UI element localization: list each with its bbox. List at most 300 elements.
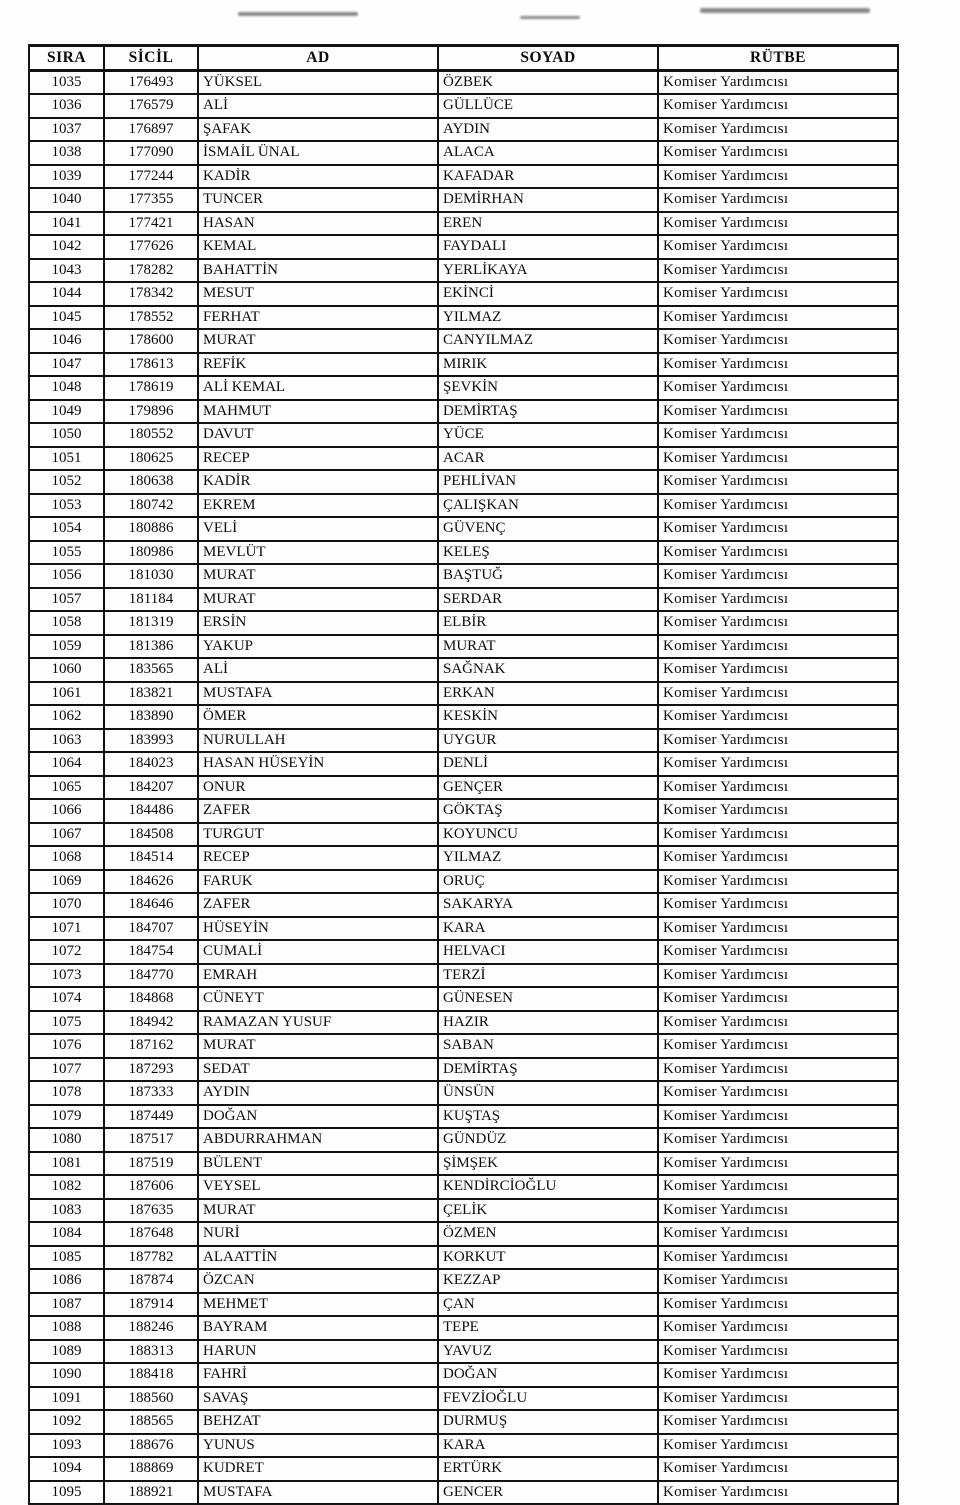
cell-rutbe: Komiser Yardımcısı <box>658 1199 898 1223</box>
cell-soyad: DURMUŞ <box>438 1410 658 1434</box>
cell-rutbe: Komiser Yardımcısı <box>658 353 898 377</box>
table-row <box>29 1434 898 1458</box>
table-row <box>29 494 898 518</box>
cell-sira: 1095 <box>29 1481 104 1505</box>
table-row <box>29 541 898 565</box>
cell-sira: 1062 <box>29 705 104 729</box>
cell-sira: 1072 <box>29 940 104 964</box>
cell-soyad: CANYILMAZ <box>438 329 658 353</box>
table-row <box>29 259 898 283</box>
cell-soyad: ALACA <box>438 141 658 165</box>
table-row <box>29 1105 898 1129</box>
cell-ad: YÜKSEL <box>198 70 438 94</box>
cell-soyad: KARA <box>438 1434 658 1458</box>
cell-sira: 1067 <box>29 823 104 847</box>
table-body <box>29 70 898 1504</box>
table-row <box>29 940 898 964</box>
cell-sicil: 177421 <box>104 212 198 236</box>
cell-ad: MURAT <box>198 564 438 588</box>
cell-ad: CUMALİ <box>198 940 438 964</box>
cell-rutbe: Komiser Yardımcısı <box>658 893 898 917</box>
cell-ad: MEVLÜT <box>198 541 438 565</box>
cell-sira: 1039 <box>29 165 104 189</box>
table-row <box>29 705 898 729</box>
cell-ad: BEHZAT <box>198 1410 438 1434</box>
cell-sira: 1090 <box>29 1363 104 1387</box>
cell-rutbe: Komiser Yardımcısı <box>658 118 898 142</box>
cell-soyad: DEMİRHAN <box>438 188 658 212</box>
cell-ad: ALİ <box>198 94 438 118</box>
cell-sira: 1092 <box>29 1410 104 1434</box>
cell-sira: 1048 <box>29 376 104 400</box>
cell-sicil: 187782 <box>104 1246 198 1270</box>
cell-sira: 1079 <box>29 1105 104 1129</box>
cell-rutbe: Komiser Yardımcısı <box>658 1387 898 1411</box>
cell-sira: 1063 <box>29 729 104 753</box>
cell-sicil: 178282 <box>104 259 198 283</box>
cell-ad: ŞAFAK <box>198 118 438 142</box>
cell-rutbe: Komiser Yardımcısı <box>658 188 898 212</box>
cell-sira: 1044 <box>29 282 104 306</box>
table-row <box>29 588 898 612</box>
table-row <box>29 799 898 823</box>
cell-ad: EKREM <box>198 494 438 518</box>
cell-rutbe: Komiser Yardımcısı <box>658 1481 898 1505</box>
table-row <box>29 611 898 635</box>
cell-soyad: ÇAN <box>438 1293 658 1317</box>
cell-sira: 1059 <box>29 635 104 659</box>
table-row <box>29 165 898 189</box>
cell-sicil: 177355 <box>104 188 198 212</box>
cell-sira: 1078 <box>29 1081 104 1105</box>
cell-soyad: SAĞNAK <box>438 658 658 682</box>
table-row <box>29 212 898 236</box>
cell-sicil: 184514 <box>104 846 198 870</box>
cell-ad: ÖMER <box>198 705 438 729</box>
cell-sira: 1091 <box>29 1387 104 1411</box>
cell-ad: MAHMUT <box>198 400 438 424</box>
cell-sira: 1047 <box>29 353 104 377</box>
cell-sira: 1042 <box>29 235 104 259</box>
cell-sira: 1073 <box>29 964 104 988</box>
table-row <box>29 729 898 753</box>
cell-rutbe: Komiser Yardımcısı <box>658 987 898 1011</box>
cell-sicil: 183821 <box>104 682 198 706</box>
table-row <box>29 70 898 94</box>
cell-soyad: KUŞTAŞ <box>438 1105 658 1129</box>
cell-sira: 1094 <box>29 1457 104 1481</box>
table-row <box>29 306 898 330</box>
cell-sira: 1045 <box>29 306 104 330</box>
cell-sicil: 177244 <box>104 165 198 189</box>
cell-sicil: 184707 <box>104 917 198 941</box>
cell-soyad: KAFADAR <box>438 165 658 189</box>
cell-soyad: ERTÜRK <box>438 1457 658 1481</box>
cell-soyad: FEVZİOĞLU <box>438 1387 658 1411</box>
cell-sicil: 176493 <box>104 70 198 94</box>
cell-soyad: DENLİ <box>438 752 658 776</box>
cell-rutbe: Komiser Yardımcısı <box>658 1058 898 1082</box>
table-row <box>29 776 898 800</box>
cell-soyad: KARA <box>438 917 658 941</box>
table-row <box>29 1034 898 1058</box>
cell-rutbe: Komiser Yardımcısı <box>658 823 898 847</box>
cell-sicil: 178342 <box>104 282 198 306</box>
cell-sicil: 184023 <box>104 752 198 776</box>
cell-soyad: ORUÇ <box>438 870 658 894</box>
cell-sira: 1089 <box>29 1340 104 1364</box>
cell-rutbe: Komiser Yardımcısı <box>658 1081 898 1105</box>
cell-soyad: MURAT <box>438 635 658 659</box>
cell-rutbe: Komiser Yardımcısı <box>658 259 898 283</box>
cell-soyad: ELBİR <box>438 611 658 635</box>
table-row <box>29 658 898 682</box>
column-header-sicil: SİCİL <box>104 46 198 71</box>
cell-sicil: 184207 <box>104 776 198 800</box>
cell-sira: 1068 <box>29 846 104 870</box>
cell-sicil: 178619 <box>104 376 198 400</box>
cell-sicil: 187517 <box>104 1128 198 1152</box>
cell-soyad: ERKAN <box>438 682 658 706</box>
cell-ad: ABDURRAHMAN <box>198 1128 438 1152</box>
cell-rutbe: Komiser Yardımcısı <box>658 141 898 165</box>
cell-sira: 1065 <box>29 776 104 800</box>
cell-sira: 1058 <box>29 611 104 635</box>
cell-soyad: SERDAR <box>438 588 658 612</box>
table-row <box>29 1081 898 1105</box>
cell-ad: HARUN <box>198 1340 438 1364</box>
cell-rutbe: Komiser Yardımcısı <box>658 1293 898 1317</box>
table-row <box>29 1058 898 1082</box>
cell-soyad: DEMİRTAŞ <box>438 1058 658 1082</box>
table-row <box>29 1293 898 1317</box>
cell-sicil: 180638 <box>104 470 198 494</box>
cell-ad: KEMAL <box>198 235 438 259</box>
cell-ad: REFİK <box>198 353 438 377</box>
cell-sicil: 188246 <box>104 1316 198 1340</box>
cell-rutbe: Komiser Yardımcısı <box>658 964 898 988</box>
table-row <box>29 1175 898 1199</box>
cell-ad: RAMAZAN YUSUF <box>198 1011 438 1035</box>
cell-sira: 1046 <box>29 329 104 353</box>
cell-ad: KADİR <box>198 165 438 189</box>
cell-sicil: 184626 <box>104 870 198 894</box>
cell-sira: 1050 <box>29 423 104 447</box>
cell-sira: 1087 <box>29 1293 104 1317</box>
cell-ad: TUNCER <box>198 188 438 212</box>
cell-sira: 1064 <box>29 752 104 776</box>
cell-sira: 1070 <box>29 893 104 917</box>
table-row <box>29 447 898 471</box>
cell-rutbe: Komiser Yardımcısı <box>658 1269 898 1293</box>
cell-sicil: 184868 <box>104 987 198 1011</box>
cell-soyad: ÖZBEK <box>438 70 658 94</box>
cell-soyad: KENDİRCİOĞLU <box>438 1175 658 1199</box>
cell-ad: ALİ <box>198 658 438 682</box>
cell-ad: MURAT <box>198 1199 438 1223</box>
table-row <box>29 1128 898 1152</box>
cell-sira: 1080 <box>29 1128 104 1152</box>
table-row <box>29 1387 898 1411</box>
cell-soyad: TEPE <box>438 1316 658 1340</box>
cell-ad: SAVAŞ <box>198 1387 438 1411</box>
cell-sira: 1037 <box>29 118 104 142</box>
cell-soyad: HAZIR <box>438 1011 658 1035</box>
cell-sicil: 184646 <box>104 893 198 917</box>
cell-ad: YUNUS <box>198 1434 438 1458</box>
cell-rutbe: Komiser Yardımcısı <box>658 658 898 682</box>
cell-soyad: EKİNCİ <box>438 282 658 306</box>
cell-ad: İSMAİL ÜNAL <box>198 141 438 165</box>
cell-sicil: 184486 <box>104 799 198 823</box>
cell-soyad: AYDIN <box>438 118 658 142</box>
cell-rutbe: Komiser Yardımcısı <box>658 940 898 964</box>
cell-sira: 1088 <box>29 1316 104 1340</box>
cell-sicil: 187635 <box>104 1199 198 1223</box>
cell-sira: 1086 <box>29 1269 104 1293</box>
cell-ad: FAHRİ <box>198 1363 438 1387</box>
cell-rutbe: Komiser Yardımcısı <box>658 470 898 494</box>
personnel-table <box>28 44 899 1505</box>
cell-rutbe: Komiser Yardımcısı <box>658 329 898 353</box>
cell-rutbe: Komiser Yardımcısı <box>658 376 898 400</box>
cell-ad: FARUK <box>198 870 438 894</box>
cell-sicil: 183890 <box>104 705 198 729</box>
cell-ad: SEDAT <box>198 1058 438 1082</box>
cell-sicil: 180986 <box>104 541 198 565</box>
cell-rutbe: Komiser Yardımcısı <box>658 423 898 447</box>
cell-ad: ALİ KEMAL <box>198 376 438 400</box>
cell-soyad: HELVACI <box>438 940 658 964</box>
cell-ad: NURİ <box>198 1222 438 1246</box>
cell-sicil: 187606 <box>104 1175 198 1199</box>
cell-sicil: 178600 <box>104 329 198 353</box>
cell-rutbe: Komiser Yardımcısı <box>658 611 898 635</box>
cell-rutbe: Komiser Yardımcısı <box>658 517 898 541</box>
table-header <box>29 46 898 71</box>
cell-sicil: 188676 <box>104 1434 198 1458</box>
cell-sira: 1077 <box>29 1058 104 1082</box>
cell-sira: 1066 <box>29 799 104 823</box>
cell-sira: 1043 <box>29 259 104 283</box>
table-row <box>29 1222 898 1246</box>
cell-soyad: YILMAZ <box>438 846 658 870</box>
cell-ad: DOĞAN <box>198 1105 438 1129</box>
cell-soyad: GÜNDÜZ <box>438 1128 658 1152</box>
column-header-rutbe: RÜTBE <box>658 46 898 71</box>
cell-soyad: ÇALIŞKAN <box>438 494 658 518</box>
cell-sira: 1060 <box>29 658 104 682</box>
cell-sicil: 181030 <box>104 564 198 588</box>
cell-sicil: 188313 <box>104 1340 198 1364</box>
cell-ad: HASAN HÜSEYİN <box>198 752 438 776</box>
table-row <box>29 1152 898 1176</box>
cell-sira: 1036 <box>29 94 104 118</box>
cell-soyad: EREN <box>438 212 658 236</box>
cell-soyad: GÜLLÜCE <box>438 94 658 118</box>
table-row <box>29 94 898 118</box>
scan-artifact <box>700 8 870 13</box>
cell-soyad: GÜVENÇ <box>438 517 658 541</box>
cell-sira: 1084 <box>29 1222 104 1246</box>
table-row <box>29 141 898 165</box>
cell-sicil: 184942 <box>104 1011 198 1035</box>
cell-rutbe: Komiser Yardımcısı <box>658 447 898 471</box>
cell-sira: 1041 <box>29 212 104 236</box>
cell-sicil: 180552 <box>104 423 198 447</box>
cell-ad: CÜNEYT <box>198 987 438 1011</box>
table-row <box>29 517 898 541</box>
cell-ad: VEYSEL <box>198 1175 438 1199</box>
cell-soyad: SAKARYA <box>438 893 658 917</box>
cell-rutbe: Komiser Yardımcısı <box>658 400 898 424</box>
cell-ad: YAKUP <box>198 635 438 659</box>
cell-rutbe: Komiser Yardımcısı <box>658 588 898 612</box>
cell-sira: 1075 <box>29 1011 104 1035</box>
cell-rutbe: Komiser Yardımcısı <box>658 635 898 659</box>
table-row <box>29 329 898 353</box>
table-row <box>29 1199 898 1223</box>
cell-rutbe: Komiser Yardımcısı <box>658 494 898 518</box>
cell-soyad: KELEŞ <box>438 541 658 565</box>
cell-rutbe: Komiser Yardımcısı <box>658 799 898 823</box>
cell-sira: 1057 <box>29 588 104 612</box>
table-row <box>29 893 898 917</box>
table-row <box>29 823 898 847</box>
cell-sicil: 183565 <box>104 658 198 682</box>
cell-sicil: 183993 <box>104 729 198 753</box>
cell-sicil: 187914 <box>104 1293 198 1317</box>
cell-ad: ONUR <box>198 776 438 800</box>
cell-soyad: ÇELİK <box>438 1199 658 1223</box>
cell-sicil: 179896 <box>104 400 198 424</box>
cell-sira: 1069 <box>29 870 104 894</box>
cell-ad: TURGUT <box>198 823 438 847</box>
cell-soyad: PEHLİVAN <box>438 470 658 494</box>
cell-sicil: 187333 <box>104 1081 198 1105</box>
cell-ad: RECEP <box>198 447 438 471</box>
cell-sicil: 187648 <box>104 1222 198 1246</box>
cell-soyad: ŞEVKİN <box>438 376 658 400</box>
table-row <box>29 188 898 212</box>
table-row <box>29 846 898 870</box>
cell-sicil: 180886 <box>104 517 198 541</box>
cell-ad: ERSİN <box>198 611 438 635</box>
cell-rutbe: Komiser Yardımcısı <box>658 917 898 941</box>
cell-rutbe: Komiser Yardımcısı <box>658 1410 898 1434</box>
cell-soyad: KOYUNCU <box>438 823 658 847</box>
column-header-soyad: SOYAD <box>438 46 658 71</box>
cell-sira: 1061 <box>29 682 104 706</box>
cell-soyad: YERLİKAYA <box>438 259 658 283</box>
scan-artifact <box>238 12 358 16</box>
cell-soyad: GÜNESEN <box>438 987 658 1011</box>
cell-soyad: DEMİRTAŞ <box>438 400 658 424</box>
table-row <box>29 400 898 424</box>
cell-rutbe: Komiser Yardımcısı <box>658 541 898 565</box>
cell-rutbe: Komiser Yardımcısı <box>658 212 898 236</box>
cell-ad: VELİ <box>198 517 438 541</box>
cell-soyad: KESKİN <box>438 705 658 729</box>
cell-soyad: GÖKTAŞ <box>438 799 658 823</box>
cell-ad: FERHAT <box>198 306 438 330</box>
cell-rutbe: Komiser Yardımcısı <box>658 682 898 706</box>
cell-sicil: 188418 <box>104 1363 198 1387</box>
table-row <box>29 564 898 588</box>
cell-rutbe: Komiser Yardımcısı <box>658 1363 898 1387</box>
cell-sira: 1082 <box>29 1175 104 1199</box>
cell-soyad: GENÇER <box>438 776 658 800</box>
cell-soyad: GENCER <box>438 1481 658 1505</box>
table-row <box>29 752 898 776</box>
cell-sicil: 184754 <box>104 940 198 964</box>
cell-ad: HÜSEYİN <box>198 917 438 941</box>
cell-rutbe: Komiser Yardımcısı <box>658 165 898 189</box>
cell-ad: MUSTAFA <box>198 1481 438 1505</box>
cell-ad: MURAT <box>198 329 438 353</box>
cell-rutbe: Komiser Yardımcısı <box>658 1316 898 1340</box>
cell-rutbe: Komiser Yardımcısı <box>658 1246 898 1270</box>
cell-rutbe: Komiser Yardımcısı <box>658 235 898 259</box>
cell-ad: MURAT <box>198 1034 438 1058</box>
cell-ad: NURULLAH <box>198 729 438 753</box>
cell-sicil: 188921 <box>104 1481 198 1505</box>
cell-soyad: BAŞTUĞ <box>438 564 658 588</box>
table-row <box>29 118 898 142</box>
cell-ad: ZAFER <box>198 893 438 917</box>
column-header-ad: AD <box>198 46 438 71</box>
cell-soyad: MIRIK <box>438 353 658 377</box>
table-row <box>29 1363 898 1387</box>
cell-rutbe: Komiser Yardımcısı <box>658 1175 898 1199</box>
header-row <box>29 46 898 71</box>
table-row <box>29 1269 898 1293</box>
cell-sira: 1076 <box>29 1034 104 1058</box>
table-row <box>29 917 898 941</box>
cell-ad: BÜLENT <box>198 1152 438 1176</box>
table-row <box>29 987 898 1011</box>
cell-ad: ALAATTİN <box>198 1246 438 1270</box>
cell-ad: DAVUT <box>198 423 438 447</box>
table-row <box>29 635 898 659</box>
cell-ad: EMRAH <box>198 964 438 988</box>
cell-rutbe: Komiser Yardımcısı <box>658 776 898 800</box>
cell-ad: ZAFER <box>198 799 438 823</box>
cell-rutbe: Komiser Yardımcısı <box>658 705 898 729</box>
cell-rutbe: Komiser Yardımcısı <box>658 1011 898 1035</box>
cell-rutbe: Komiser Yardımcısı <box>658 870 898 894</box>
table-row <box>29 1410 898 1434</box>
table-row <box>29 353 898 377</box>
cell-ad: HASAN <box>198 212 438 236</box>
cell-rutbe: Komiser Yardımcısı <box>658 306 898 330</box>
table-row <box>29 1246 898 1270</box>
cell-rutbe: Komiser Yardımcısı <box>658 70 898 94</box>
table-row <box>29 282 898 306</box>
cell-rutbe: Komiser Yardımcısı <box>658 846 898 870</box>
table-row <box>29 1457 898 1481</box>
cell-soyad: FAYDALI <box>438 235 658 259</box>
cell-rutbe: Komiser Yardımcısı <box>658 729 898 753</box>
cell-sira: 1054 <box>29 517 104 541</box>
cell-soyad: YÜCE <box>438 423 658 447</box>
cell-rutbe: Komiser Yardımcısı <box>658 282 898 306</box>
table-row <box>29 1481 898 1505</box>
cell-soyad: TERZİ <box>438 964 658 988</box>
cell-rutbe: Komiser Yardımcısı <box>658 1034 898 1058</box>
cell-rutbe: Komiser Yardımcısı <box>658 1222 898 1246</box>
column-header-sira: SIRA <box>29 46 104 71</box>
